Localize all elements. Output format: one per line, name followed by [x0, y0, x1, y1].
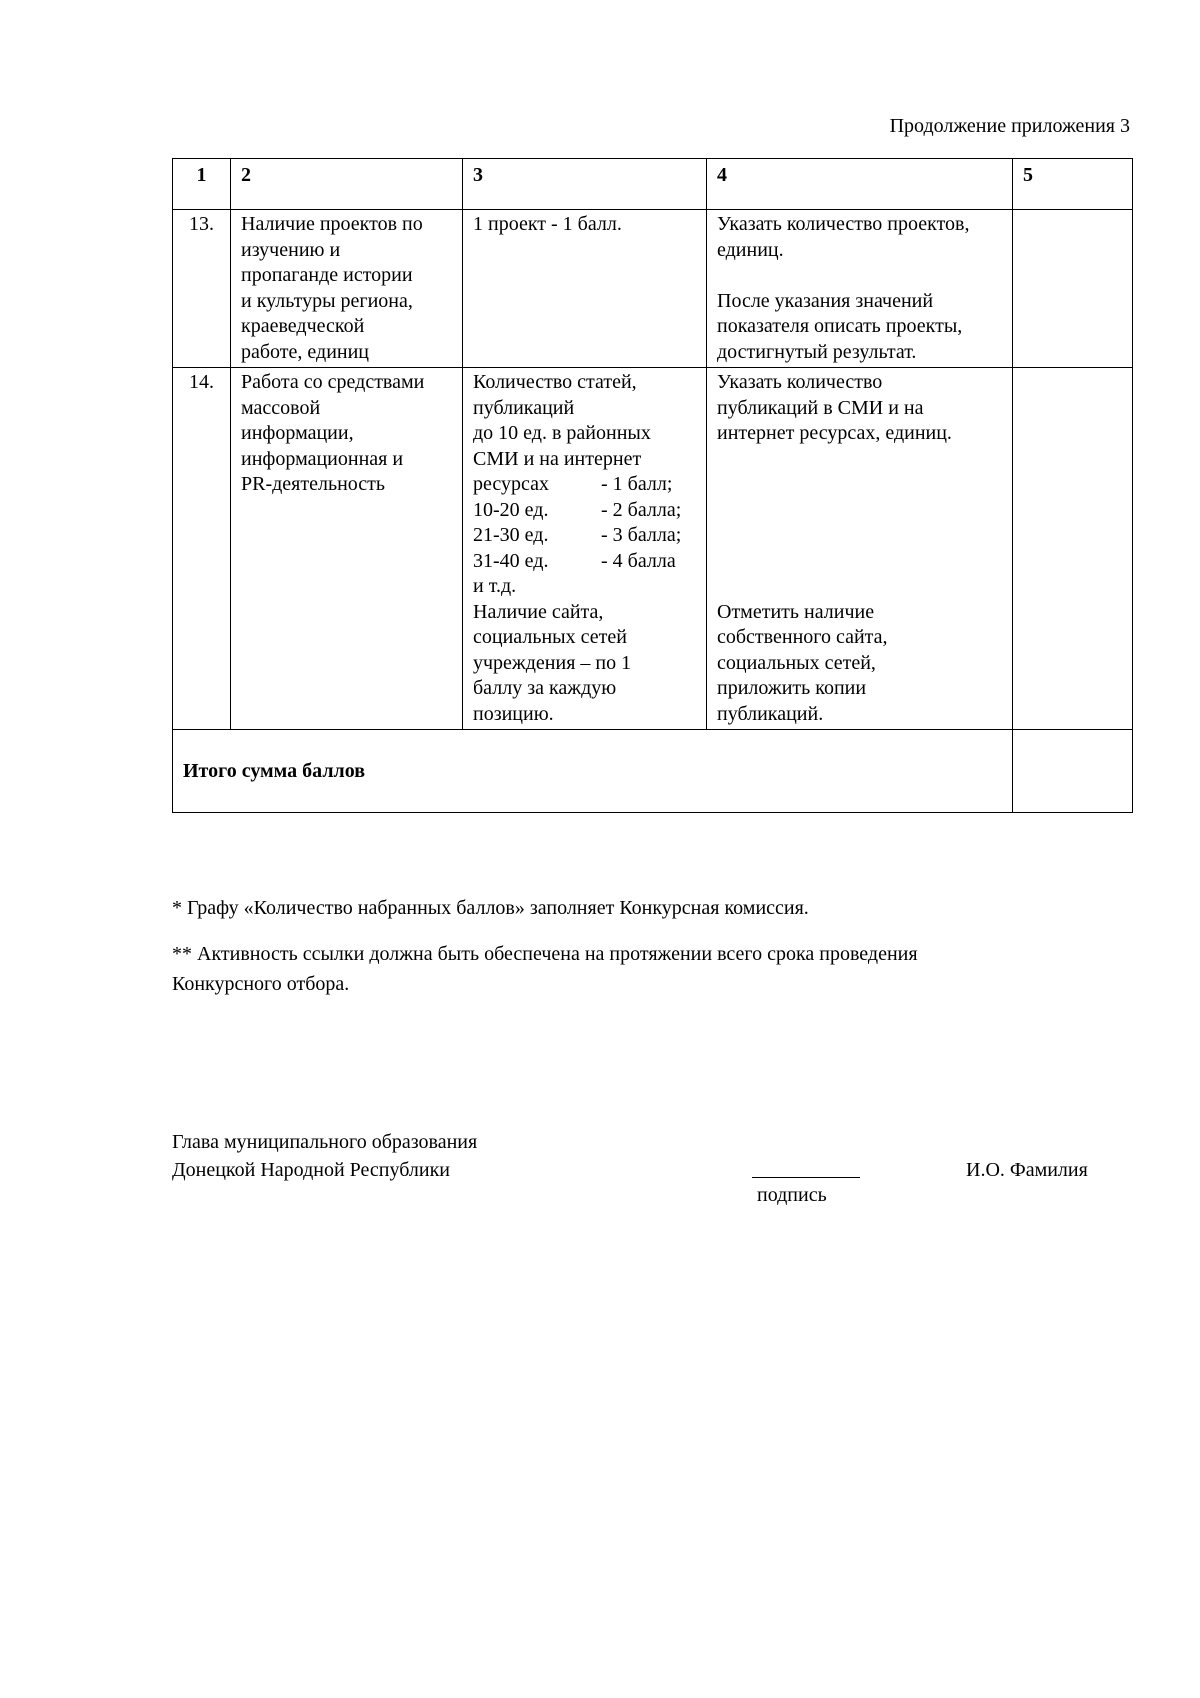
total-label: Итого сумма баллов [173, 730, 1013, 813]
continuation-note: Продолжение приложения 3 [889, 115, 1130, 137]
text-line: Указать количество [717, 371, 883, 393]
text-line: достигнутый результат. [717, 340, 917, 363]
instructions-cell [707, 368, 1013, 730]
signatory-name: И.О. Фамилия [966, 1159, 1088, 1181]
col-header-4: 4 [707, 159, 1013, 210]
score-scale-line [473, 472, 696, 498]
score-scale-line [473, 523, 696, 549]
row-number: 14. [173, 368, 231, 730]
text-line: Указать количество проектов, [717, 213, 970, 235]
col-header-2: 2 [231, 159, 463, 210]
text-line: После указания значений [717, 289, 934, 312]
signature-caption: подпись [757, 1184, 827, 1206]
text-line: социальных сетей [473, 626, 627, 648]
points-cell[interactable] [1013, 368, 1133, 730]
criterion-cell [231, 368, 463, 730]
text-line: Отметить наличие [717, 600, 875, 623]
text-line: работе, единиц [241, 340, 370, 363]
table-row-14 [173, 368, 1133, 730]
text-line: публикаций в СМИ и на [717, 396, 924, 419]
text-line: СМИ и на интернет [473, 447, 642, 470]
instructions-cell [707, 210, 1013, 368]
score-points: - 4 балла [601, 549, 676, 572]
table-header-row [173, 159, 1133, 210]
row-number: 13. [173, 210, 231, 368]
position-line-2: Донецкой Народной Республики [172, 1159, 450, 1181]
score-range: 21-30 ед. [473, 524, 549, 546]
table-row-13 [173, 210, 1133, 368]
criteria-table [172, 158, 1133, 813]
text-line: и культуры региона, [241, 289, 413, 312]
col-header-3: 3 [463, 159, 707, 210]
position-line-1: Глава муниципального образования [172, 1131, 478, 1153]
total-row [173, 730, 1133, 813]
col-header-5: 5 [1013, 159, 1133, 210]
footnotes [172, 893, 1132, 1015]
total-points-cell[interactable] [1013, 730, 1133, 813]
score-scale-line [473, 498, 696, 524]
text-line: публикаций [473, 396, 575, 419]
text-line: позицию. [473, 702, 554, 725]
scoring-cell [463, 210, 707, 368]
text-line: приложить копии [717, 677, 867, 699]
text-line: публикаций. [717, 702, 824, 725]
criterion-cell [231, 210, 463, 368]
text-line: изучению и [241, 238, 341, 261]
text-line: интернет ресурсах, единиц. [717, 422, 952, 444]
text-line: пропаганде истории [241, 264, 413, 286]
text-line: и т.д. [473, 575, 517, 597]
text-line: Количество статей, [473, 371, 637, 393]
text-line: краеведческой [241, 315, 365, 337]
text-line: массовой [241, 396, 321, 419]
signature-position [172, 1128, 477, 1184]
signature-line[interactable] [752, 1177, 860, 1178]
score-range: 31-40 ед. [473, 549, 549, 572]
text-line: PR-деятельность [241, 473, 386, 495]
text-line: информации, [241, 422, 354, 444]
text-line: информационная и [241, 447, 404, 470]
text-line: баллу за каждую [473, 677, 617, 699]
score-range: 10-20 ед. [473, 498, 549, 521]
scoring-cell [463, 368, 707, 730]
text-line: социальных сетей, [717, 651, 876, 674]
footnote-2-line-2: Конкурсного отбора. [172, 973, 350, 995]
text-line: Работа со средствами [241, 371, 425, 393]
score-points: - 2 балла; [601, 498, 682, 521]
score-points: - 3 балла; [601, 524, 682, 546]
text-line: собственного сайта, [717, 626, 888, 648]
text-line: Наличие проектов по [241, 213, 423, 235]
footnote-1: * Графу «Количество набранных баллов» заполняет Конкурсная комиссия. [172, 897, 809, 919]
footnote-2 [172, 939, 1132, 999]
text-line: до 10 ед. в районных [473, 422, 651, 444]
text-line: учреждения – по 1 [473, 651, 632, 674]
score-points: - 1 балл; [601, 473, 673, 495]
text-line: 1 проект - 1 балл. [473, 213, 622, 235]
col-header-1: 1 [173, 159, 231, 210]
text-line: показателя описать проекты, [717, 315, 963, 337]
points-cell[interactable] [1013, 210, 1133, 368]
score-range: ресурсах [473, 473, 549, 495]
text-line: единиц. [717, 238, 784, 261]
score-scale-line [473, 549, 696, 575]
text-line: Наличие сайта, [473, 600, 604, 623]
footnote-2-line-1: ** Активность ссылки должна быть обеспечена на протяжении всего срока проведения [172, 943, 918, 965]
